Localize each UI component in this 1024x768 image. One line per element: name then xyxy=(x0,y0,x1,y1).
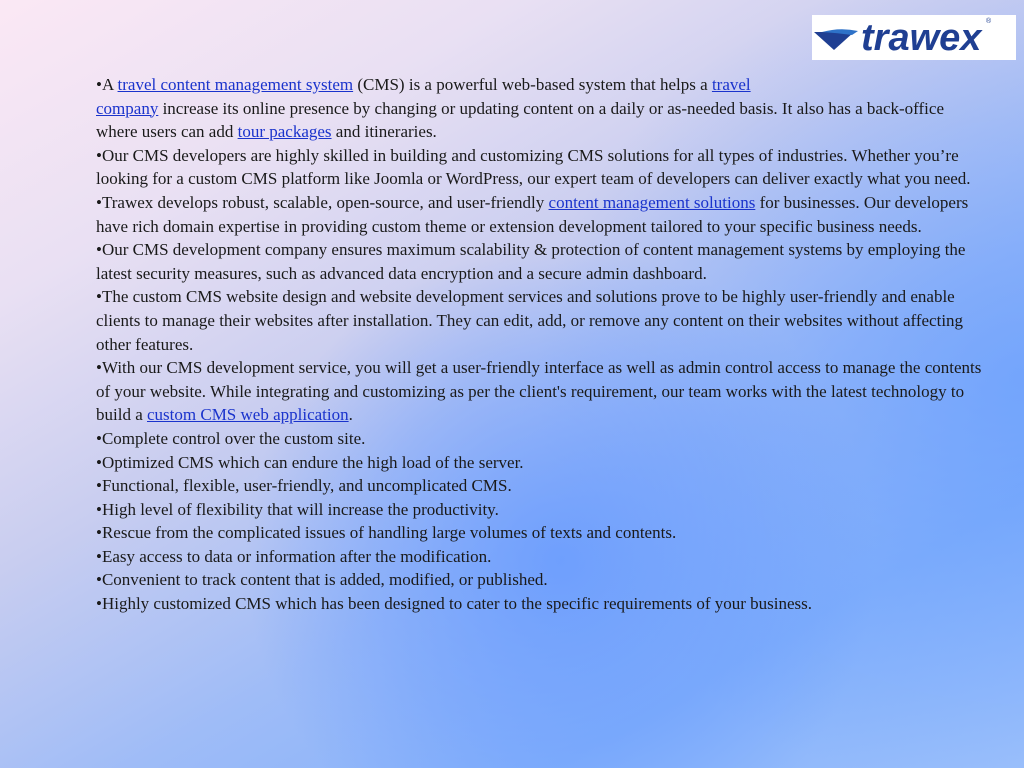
paragraph-text: •Optimized CMS which can endure the high load of the server. xyxy=(96,452,524,472)
bullet-paragraph xyxy=(96,191,986,238)
paragraph-text: •With our CMS development service, you will get a user-friendly interface as well as admin control access to manage the contents of your website. While integrating and customizing as per the client's requirement, our team works with the latest technology to build a xyxy=(96,358,982,425)
paragraph-text: . xyxy=(348,405,353,425)
bullet-paragraph xyxy=(96,521,986,545)
content-link[interactable]: content management solutions xyxy=(548,192,756,212)
trawex-logo xyxy=(812,15,1016,60)
paragraph-text: •Rescue from the complicated issues of handling large volumes of texts and contents. xyxy=(96,523,677,543)
paragraph-text: •Our CMS developers are highly skilled in building and customizing CMS solutions for all types of industries. Whether you’re looking for a custom CMS platform like Joomla or WordPress, our expert team of developers can deliver exactly what you need. xyxy=(96,145,971,189)
paragraph-text: •Our CMS development company ensures maximum scalability & protection of content management systems by employing the latest security measures, such as advanced data encryption and a secure admin dashboard. xyxy=(96,240,966,283)
paragraph-text: increase its online presence by changing or updating content on a daily or as-needed basis. It also has a back-office where users can add xyxy=(96,98,944,142)
bullet-paragraph xyxy=(96,356,986,427)
paragraph-text: •Trawex develops robust, scalable, open-source, and user-friendly xyxy=(96,192,549,212)
bullet-paragraph xyxy=(96,144,986,191)
paragraph-text: •Functional, flexible, user-friendly, and uncomplicated CMS. xyxy=(96,476,512,496)
content-link[interactable]: travel xyxy=(711,75,751,94)
trawex-logo-mark xyxy=(812,15,1016,60)
registered-mark: ® xyxy=(986,18,992,25)
bullet-paragraph xyxy=(96,427,986,451)
bullet-paragraph xyxy=(96,498,986,522)
content-body xyxy=(96,73,986,616)
content-link[interactable]: tour packages xyxy=(237,122,332,142)
paragraph-text: (CMS) is a powerful web-based system that helps a xyxy=(353,75,712,94)
content-link[interactable]: custom CMS web application xyxy=(147,405,349,425)
paragraph-text: •High level of flexibility that will increase the productivity. xyxy=(96,499,499,519)
logo-wordmark: trawex xyxy=(861,17,982,59)
paragraph-text: and itineraries. xyxy=(331,122,437,142)
paragraph-text: •Easy access to data or information after the modification. xyxy=(96,546,492,566)
paragraph-text: •Convenient to track content that is added, modified, or published. xyxy=(96,570,548,590)
paragraph-text: for businesses. Our developers have rich domain expertise in providing custom theme or extension development tailored to your specific business needs. xyxy=(96,192,969,236)
paragraph-text: •Highly customized CMS which has been designed to cater to the specific requirements of your business. xyxy=(96,594,813,614)
bullet-paragraph xyxy=(96,592,986,616)
content-link[interactable]: company xyxy=(96,98,159,118)
bullet-paragraph xyxy=(96,568,986,592)
bullet-paragraph xyxy=(96,73,986,144)
bullet-paragraph xyxy=(96,474,986,498)
bullet-paragraph xyxy=(96,238,986,285)
content-link[interactable]: travel content management system xyxy=(117,75,354,94)
bullet-paragraph xyxy=(96,285,986,356)
paragraph-text: •The custom CMS website design and website development services and solutions prove to be highly user-friendly and enable clients to manage their websites after installation. They can edit, add, or remove any content on their websites without affecting other features. xyxy=(96,287,964,354)
paragraph-text: •Complete control over the custom site. xyxy=(96,428,366,448)
paragraph-text: •A xyxy=(96,75,118,94)
bullet-paragraph xyxy=(96,451,986,475)
bullet-paragraph xyxy=(96,545,986,569)
